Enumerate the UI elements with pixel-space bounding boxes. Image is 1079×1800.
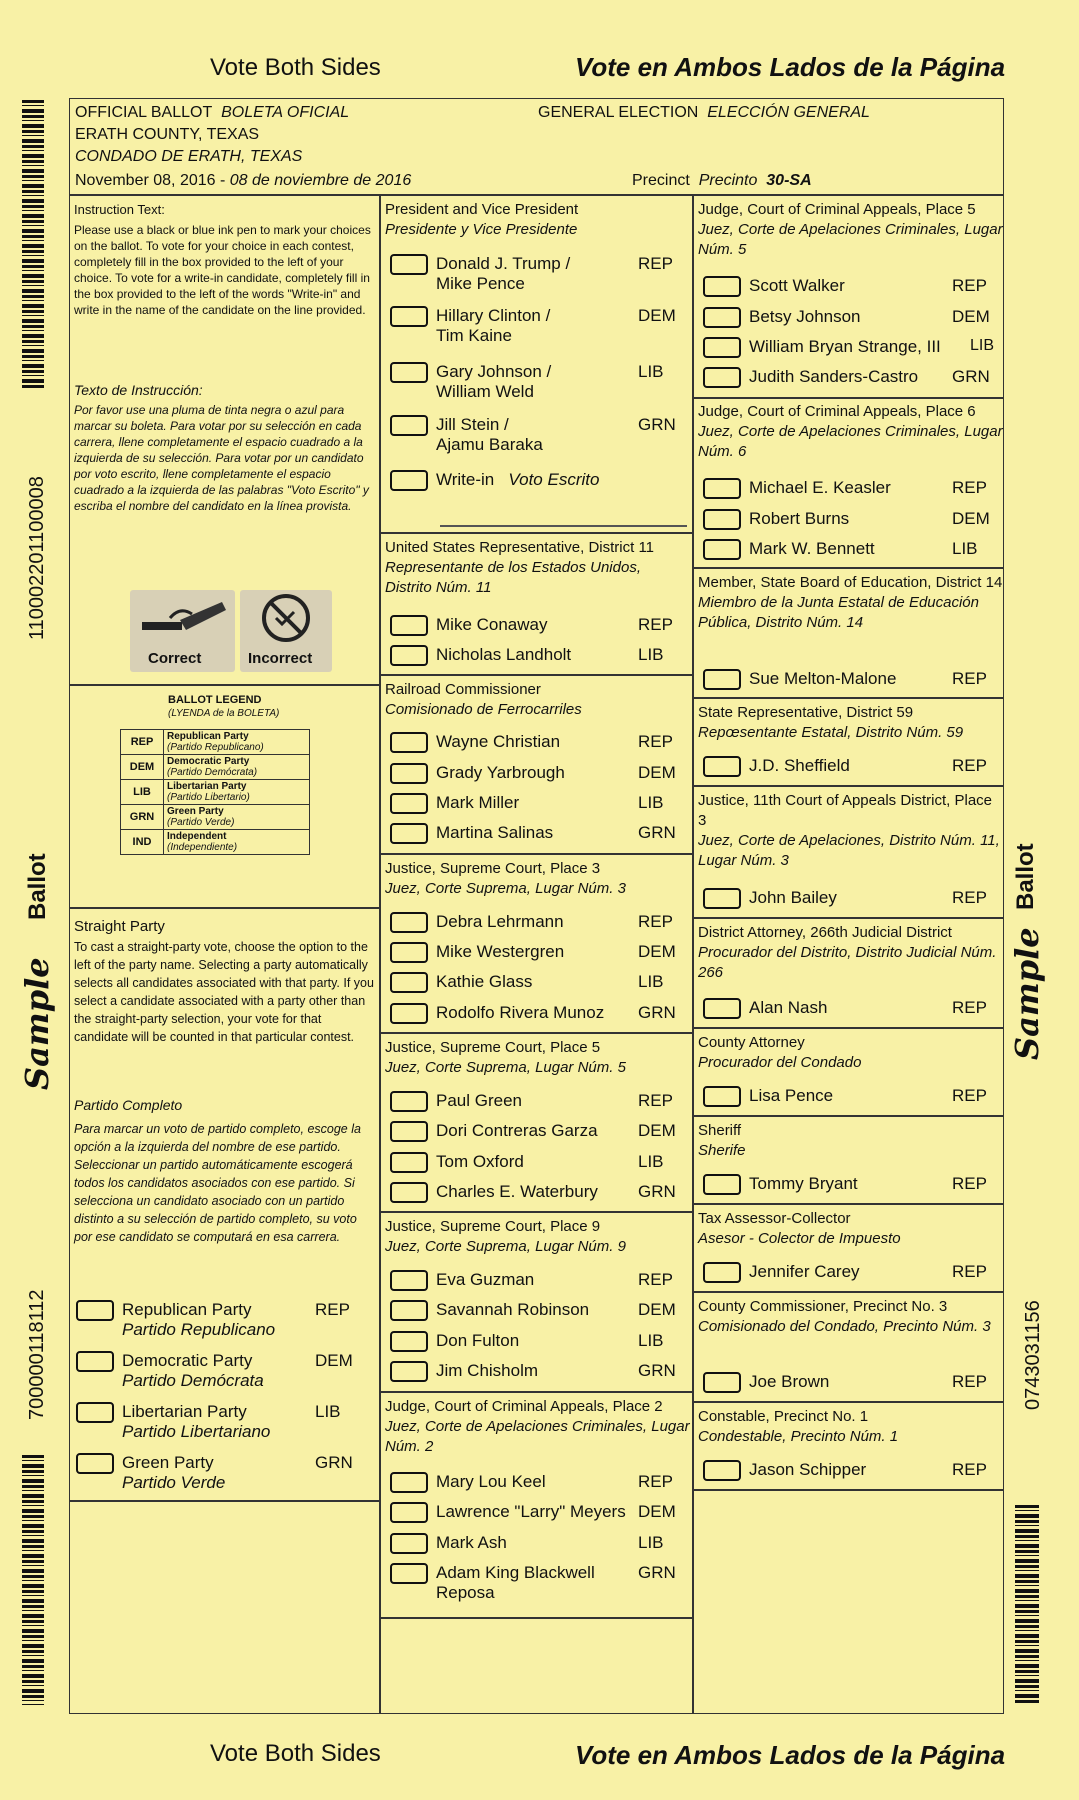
candidate[interactable]: Kathie Glass (390, 972, 532, 993)
party-abbr: REP (638, 615, 673, 634)
write-in[interactable]: Write-in Voto Escrito (390, 470, 599, 491)
ballot-label-right: Ballot (1012, 843, 1039, 910)
party-abbr: REP (638, 254, 673, 273)
candidate[interactable]: Robert Burns (703, 509, 849, 530)
candidate[interactable]: Mark Ash (390, 1533, 507, 1554)
party-abbr: REP (952, 669, 987, 688)
right-id-number: 0743031156 (1022, 1300, 1044, 1410)
candidate[interactable]: Mike Westergren (390, 942, 564, 963)
legend-row: GRN Green Party (Partido Verde) (121, 805, 310, 830)
straight-republican[interactable]: Republican Party Partido Republicano (76, 1300, 275, 1340)
divider (692, 917, 1004, 919)
vote-box[interactable] (390, 793, 428, 814)
legend-divider (69, 907, 379, 909)
candidate[interactable]: J.D. Sheffield (703, 756, 850, 777)
contest-title: District Attorney, 266th Judicial District Procurador del Distrito, Distrito Judicial Núm. 266 (698, 924, 997, 981)
party-abbr: REP (952, 478, 987, 497)
vote-box[interactable] (390, 732, 428, 753)
barcode-right-bottom (1015, 1505, 1039, 1705)
straight-party-title-es: Partido Completo (74, 1097, 183, 1113)
party-abbr: DEM (638, 306, 676, 325)
header-divider (69, 194, 1004, 196)
party-abbr: GRN (638, 1003, 676, 1022)
candidate[interactable]: Eva Guzman (390, 1270, 534, 1291)
divider (379, 1617, 692, 1619)
candidate[interactable]: Mark W. Bennett (703, 539, 875, 560)
candidate[interactable]: Debra Lehrmann (390, 912, 564, 933)
party-abbr: LIB (638, 972, 664, 991)
party-abbr: REP (638, 912, 673, 931)
vote-box[interactable] (390, 306, 428, 327)
instructions-divider (69, 684, 379, 686)
vote-box[interactable] (390, 1182, 428, 1203)
party-abbr: GRN (638, 415, 676, 434)
vote-box[interactable] (390, 942, 428, 963)
candidate[interactable]: Martina Salinas (390, 823, 553, 844)
ballot-legend-table (120, 729, 310, 855)
party-abbr: LIB (315, 1402, 341, 1421)
party-abbr: DEM (638, 763, 676, 782)
party-abbr: LIB (970, 337, 995, 354)
vote-box[interactable] (390, 1472, 428, 1493)
party-abbr: DEM (638, 1121, 676, 1140)
contest-title: Judge, Court of Criminal Appeals, Place 5 Juez, Corte de Apelaciones Criminales, Lugar Núm. 5 (698, 201, 1003, 258)
contest-title: Justice, Supreme Court, Place 9 Juez, Corte Suprema, Lugar Núm. 9 (385, 1218, 626, 1255)
vote-box[interactable] (703, 1372, 741, 1393)
left-id-number: 110002201100008 (26, 476, 48, 640)
vote-box[interactable] (703, 539, 741, 560)
vote-box[interactable] (390, 823, 428, 844)
party-abbr: LIB (638, 1152, 664, 1171)
instruction-body-es: Por favor use una pluma de tinta negra o azul para marcar su boleta. Para votar por su selección en cada carrera, llene completamente el espacio cuadrado a la izquierda de su selección. Para votar por un candidato por voto escrito, llene completamente el espacio cuadrado a la izquierda de las palabras "Voto Escrito" y escriba el nombre del candidato en la línea provista. (74, 403, 369, 513)
party-abbr: LIB (638, 793, 664, 812)
vote-box[interactable] (703, 1086, 741, 1107)
ballot-label-left: Ballot (24, 853, 51, 920)
party-abbr: REP (952, 1460, 987, 1479)
vote-box[interactable] (76, 1300, 114, 1321)
vote-box[interactable] (703, 756, 741, 777)
candidate[interactable]: Paul Green (390, 1091, 522, 1112)
column-divider-1 (379, 194, 381, 1714)
vote-box[interactable] (703, 478, 741, 499)
divider (379, 853, 692, 855)
candidate[interactable]: Dori Contreras Garza (390, 1121, 598, 1142)
party-abbr: LIB (638, 1533, 664, 1552)
divider (692, 397, 1004, 399)
instruction-body: Please use a black or blue ink pen to mark your choices on the ballot. To vote for your choice in each contest, completely fill in the box provided to the left of your choice. To vote for a write-in candidate, completely fill in the box provided to the left of the words "Write-in" and write in the name of the candidate on the line provided. (74, 223, 371, 317)
party-abbr: DEM (952, 509, 990, 528)
contest-title: Justice, 11th Court of Appeals District, Place 3 Juez, Corte de Apelaciones, Distrito Núm. 11, Lugar Núm. 3 (698, 792, 1000, 869)
vote-box[interactable] (390, 1533, 428, 1554)
candidate[interactable]: Sue Melton-Malone (703, 669, 896, 690)
county: ERATH COUNTY, TEXAS (75, 126, 260, 143)
vote-box[interactable] (703, 1262, 741, 1283)
contest-title: State Representative, District 59 Repœsentante Estatal, Distrito Núm. 59 (698, 704, 964, 741)
vote-box[interactable] (703, 337, 741, 358)
party-abbr: REP (638, 1270, 673, 1289)
vote-both-sides-es-bottom: Vote en Ambos Lados de la Página (575, 1740, 1006, 1770)
vote-box[interactable] (390, 254, 428, 275)
candidate[interactable]: Joe Brown (703, 1372, 829, 1393)
party-abbr: REP (952, 1372, 987, 1391)
divider (692, 1203, 1004, 1205)
party-abbr: DEM (638, 1300, 676, 1319)
instruction-title: Instruction Text: (74, 202, 165, 217)
party-abbr: REP (638, 1091, 673, 1110)
party-abbr: REP (952, 276, 987, 295)
party-abbr: DEM (315, 1351, 353, 1370)
candidate-landholt[interactable]: Nicholas Landholt (390, 645, 571, 666)
candidate[interactable]: Jennifer Carey (703, 1262, 860, 1283)
contest-title: Tax Assessor-Collector Asesor - Colector de Impuesto (698, 1210, 901, 1247)
vote-box[interactable] (390, 1361, 428, 1382)
contest-title: County Commissioner, Precinct No. 3 Comisionado del Condado, Precinto Núm. 3 (698, 1298, 991, 1335)
candidate[interactable]: Tommy Bryant (703, 1174, 858, 1195)
divider (692, 567, 1004, 569)
vote-box[interactable] (390, 1152, 428, 1173)
candidate[interactable]: Betsy Johnson (703, 307, 861, 328)
election-title: GENERAL ELECTION ELECCIÓN GENERAL (538, 104, 870, 121)
vote-box[interactable] (703, 367, 741, 388)
party-abbr: LIB (638, 362, 664, 381)
contest-title: President and Vice President Presidente y Vice Presidente (385, 201, 579, 238)
legend-row: DEM Democratic Party (Partido Demócrata) (121, 755, 310, 780)
vote-box[interactable] (390, 1121, 428, 1142)
vote-box[interactable] (703, 669, 741, 690)
party-abbr: DEM (638, 1502, 676, 1521)
vote-box[interactable] (390, 763, 428, 784)
party-abbr: REP (952, 888, 987, 907)
vote-both-sides-bottom: Vote Both Sides (210, 1740, 381, 1767)
party-abbr: REP (952, 998, 987, 1017)
barcode-left-top (22, 100, 44, 390)
party-abbr: LIB (638, 1331, 664, 1350)
contest-title: County Attorney Procurador del Condado (698, 1034, 862, 1071)
vote-box[interactable] (703, 998, 741, 1019)
candidate[interactable]: Judith Sanders-Castro (703, 367, 918, 388)
vote-box[interactable] (703, 307, 741, 328)
party-abbr: REP (952, 1174, 987, 1193)
vote-box[interactable] (390, 415, 428, 436)
party-abbr: GRN (638, 823, 676, 842)
vote-box[interactable] (703, 509, 741, 530)
candidate[interactable]: Rodolfo Rivera Munoz (390, 1003, 604, 1024)
candidate[interactable]: Savannah Robinson (390, 1300, 589, 1321)
divider (379, 1391, 692, 1393)
contest-title: Judge, Court of Criminal Appeals, Place 2 Juez, Corte de Apelaciones Criminales, Lugar Núm. 2 (385, 1398, 690, 1455)
candidate-conaway[interactable]: Mike Conaway (390, 615, 548, 636)
divider (379, 674, 692, 676)
legend-row: REP Republican Party (Partido Republicano) (121, 730, 310, 755)
legend-row: LIB Libertarian Party (Partido Libertario) (121, 780, 310, 805)
straight-party-body-es: Para marcar un voto de partido completo, escoge la opción a la izquierda del nombre de ese partido. Seleccionar un partido automáticamente escogerá todos los candidatos asociados con ese partido. Si selecciona un candidato asociado con un partido distinto a su selección de partido completo, su voto por ese candidato se computará en esa carrera. (74, 1122, 361, 1244)
divider (379, 1032, 692, 1034)
vote-box[interactable] (390, 1502, 428, 1523)
candidate[interactable]: Mark Miller (390, 793, 519, 814)
candidate[interactable]: Lawrence "Larry" Meyers (390, 1502, 626, 1523)
legend-row: IND Independent (Independiente) (121, 830, 310, 855)
vote-box[interactable] (390, 615, 428, 636)
contest-title: Sheriff Sherife (698, 1122, 746, 1159)
contest-title: Railroad Commissioner Comisionado de Ferrocarriles (385, 681, 582, 718)
candidate[interactable]: Wayne Christian (390, 732, 560, 753)
party-abbr: GRN (638, 1563, 676, 1582)
contest-title: United States Representative, District 11 Representante de los Estados Unidos, Distrito Núm. 11 (385, 539, 655, 596)
straight-democratic[interactable]: Democratic Party Partido Demócrata (76, 1351, 264, 1391)
vote-box[interactable] (390, 1300, 428, 1321)
divider (692, 785, 1004, 787)
party-abbr: GRN (952, 367, 990, 386)
vote-box[interactable] (703, 888, 741, 909)
candidate[interactable]: Lisa Pence (703, 1086, 833, 1107)
party-abbr: REP (952, 756, 987, 775)
party-abbr: REP (952, 1262, 987, 1281)
candidate[interactable]: Tom Oxford (390, 1152, 524, 1173)
vote-box[interactable] (390, 645, 428, 666)
election-date: November 08, 2016 - 08 de noviembre de 2016 (75, 172, 412, 189)
candidate[interactable]: William Bryan Strange, III (703, 337, 941, 358)
vote-box[interactable] (703, 1460, 741, 1481)
vote-both-sides-top: Vote Both Sides (210, 54, 381, 81)
straight-party-title: Straight Party (74, 918, 165, 935)
party-abbr: REP (315, 1300, 350, 1319)
straight-libertarian[interactable]: Libertarian Party Partido Libertariano (76, 1402, 270, 1442)
party-abbr: LIB (638, 645, 664, 664)
divider (692, 1401, 1004, 1403)
party-abbr: GRN (315, 1453, 353, 1472)
vote-box[interactable] (390, 912, 428, 933)
party-abbr: REP (638, 732, 673, 751)
vote-box[interactable] (390, 1331, 428, 1352)
candidate-trump[interactable]: Donald J. Trump / Mike Pence (390, 254, 570, 294)
party-abbr: GRN (638, 1182, 676, 1201)
divider (692, 697, 1004, 699)
party-abbr: REP (638, 1472, 673, 1491)
contest-title: Member, State Board of Education, District 14 Miembro de la Junta Estatal de Educación Pública, Distrito Núm. 14 (698, 574, 1003, 631)
straight-party-body: To cast a straight-party vote, choose the option to the left of the party name. Selecting a party automatically selects all candidates associated with that party. If you select a candidate associated with a party other than the straight-party selection, your vote for that candidate will be counted in that particular contest. (74, 940, 374, 1044)
legend-title-es: (LYENDA de la BOLETA) (168, 708, 280, 719)
candidate-johnson[interactable]: Gary Johnson / William Weld (390, 362, 551, 402)
candidate-clinton[interactable]: Hillary Clinton / Tim Kaine (390, 306, 550, 346)
precinct: Precinct Precinto 30-SA (632, 172, 812, 189)
divider (379, 532, 692, 534)
divider (692, 1027, 1004, 1029)
party-abbr: DEM (952, 307, 990, 326)
county-es: CONDADO DE ERATH, TEXAS (75, 148, 303, 165)
divider (692, 1115, 1004, 1117)
candidate[interactable]: Jim Chisholm (390, 1361, 538, 1382)
official-ballot: OFFICIAL BALLOT BOLETA OFICIAL (75, 104, 350, 121)
sample-watermark-left: Sample (18, 957, 56, 1090)
instruction-title-es: Texto de Instrucción: (74, 382, 203, 398)
candidate[interactable]: Mary Lou Keel (390, 1472, 546, 1493)
left-id-number-2: 700000118112 (26, 1289, 48, 1420)
legend-title: BALLOT LEGEND (168, 694, 262, 706)
vote-box[interactable] (390, 1270, 428, 1291)
vote-box[interactable] (76, 1402, 114, 1423)
candidate[interactable]: Scott Walker (703, 276, 845, 297)
vote-box[interactable] (76, 1453, 114, 1474)
contest-title: Judge, Court of Criminal Appeals, Place 6 Juez, Corte de Apelaciones Criminales, Lugar Núm. 6 (698, 403, 1003, 460)
vote-box[interactable] (390, 1091, 428, 1112)
candidate[interactable]: Don Fulton (390, 1331, 519, 1352)
divider (692, 1291, 1004, 1293)
candidate[interactable]: Jason Schipper (703, 1460, 866, 1481)
vote-both-sides-es-top: Vote en Ambos Lados de la Página (575, 52, 1006, 82)
vote-box[interactable] (703, 1174, 741, 1195)
candidate-stein[interactable]: Jill Stein / Ajamu Baraka (390, 415, 543, 455)
correct-label: Correct (148, 650, 202, 667)
candidate[interactable]: Adam King Blackwell Reposa (390, 1563, 595, 1603)
barcode-left-bottom (22, 1455, 44, 1705)
candidate[interactable]: John Bailey (703, 888, 837, 909)
straight-divider (69, 1500, 379, 1502)
vote-box[interactable] (390, 972, 428, 993)
divider (692, 1489, 1004, 1491)
party-abbr: REP (952, 1086, 987, 1105)
party-abbr: GRN (638, 1361, 676, 1380)
divider (379, 1211, 692, 1213)
vote-box[interactable] (390, 1003, 428, 1024)
sample-watermark-right: Sample (1008, 927, 1046, 1060)
vote-box[interactable] (390, 470, 428, 491)
candidate[interactable]: Michael E. Keasler (703, 478, 891, 499)
candidate[interactable]: Alan Nash (703, 998, 827, 1019)
party-abbr: LIB (952, 539, 978, 558)
column-divider-2 (692, 194, 694, 1714)
candidate[interactable]: Charles E. Waterbury (390, 1182, 598, 1203)
straight-green[interactable]: Green Party Partido Verde (76, 1453, 225, 1493)
contest-title: Justice, Supreme Court, Place 3 Juez, Corte Suprema, Lugar Núm. 3 (385, 860, 626, 897)
write-in-line[interactable] (440, 525, 687, 527)
party-abbr: DEM (638, 942, 676, 961)
candidate[interactable]: Grady Yarbrough (390, 763, 565, 784)
vote-box[interactable] (703, 276, 741, 297)
contest-title: Justice, Supreme Court, Place 5 Juez, Corte Suprema, Lugar Núm. 5 (385, 1039, 626, 1076)
contest-title: Constable, Precinct No. 1 Condestable, Precinto Núm. 1 (698, 1408, 899, 1445)
vote-box[interactable] (390, 362, 428, 383)
incorrect-label: Incorrect (248, 650, 313, 667)
vote-box[interactable] (76, 1351, 114, 1372)
vote-box[interactable] (390, 1563, 428, 1584)
